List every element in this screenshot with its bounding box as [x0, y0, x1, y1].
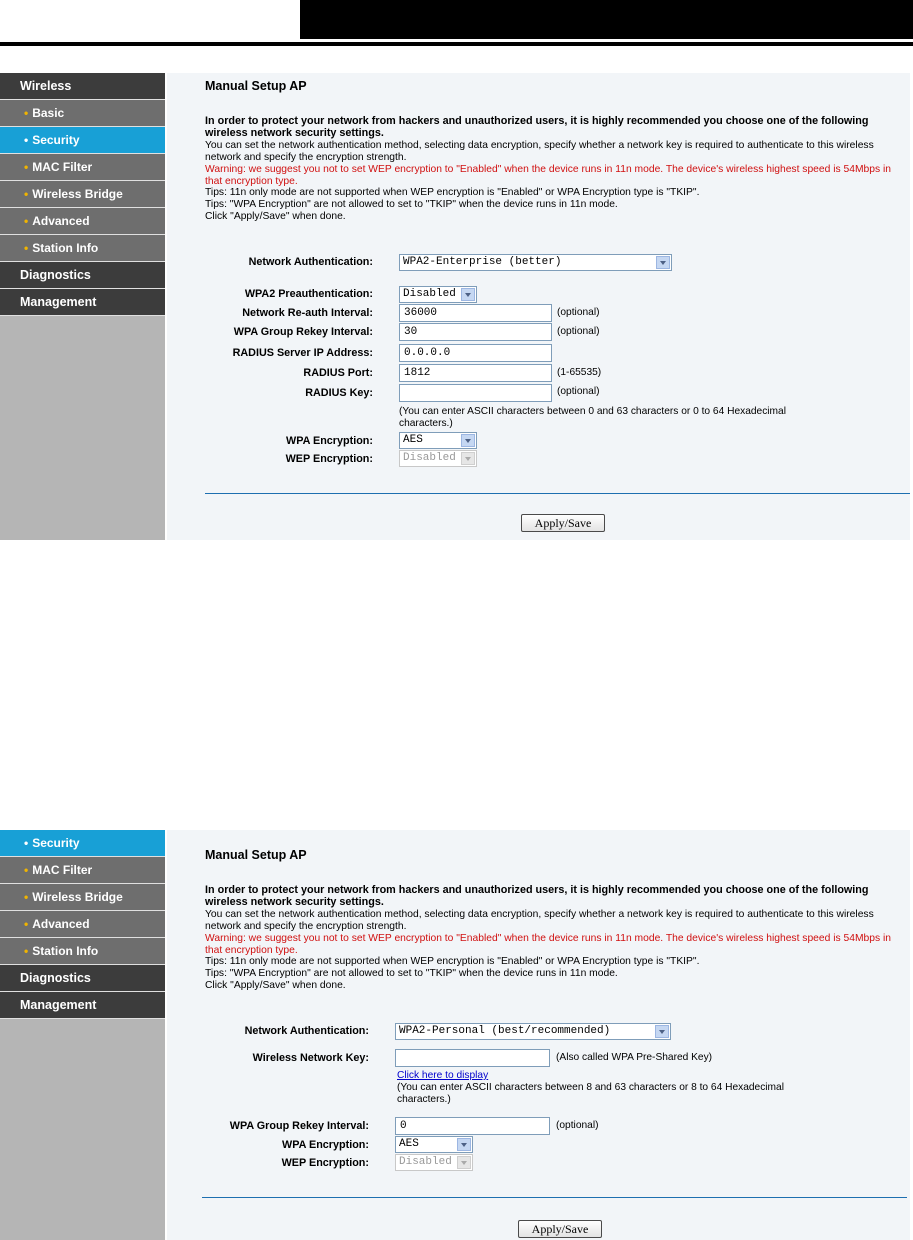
bullet-icon: •	[24, 106, 29, 120]
sidebar-item-wireless[interactable]	[0, 73, 165, 100]
sidebar-item-label: Basic	[32, 106, 65, 120]
tip-text: Click "Apply/Save" when done.	[205, 211, 346, 223]
main-content	[167, 73, 910, 540]
rekey-label: WPA Group Rekey Interval:	[229, 1120, 369, 1132]
bullet-icon: •	[24, 890, 29, 904]
wep-encryption-select	[399, 450, 477, 467]
wep-encryption-label: WEP Encryption:	[285, 453, 373, 465]
intro-description: You can set the network authentication method, selecting data encryption, specify whether a network key is required to authenticate to this wireless network and specify the encryption strength.	[205, 139, 874, 163]
sidebar-item-advanced[interactable]	[0, 911, 165, 938]
intro-description: You can set the network authentication method, selecting data encryption, specify whether a network key is required to authenticate to this wireless network and specify the encryption strength.	[205, 908, 874, 932]
reauth-hint: (optional)	[557, 307, 600, 318]
reauth-label: Network Re-auth Interval:	[242, 307, 373, 319]
bullet-icon: •	[24, 863, 29, 877]
radius-port-label: RADIUS Port:	[303, 367, 373, 379]
rekey-hint: (optional)	[556, 1120, 599, 1131]
sidebar-item-management[interactable]	[0, 992, 165, 1019]
sidebar-item-diagnostics[interactable]	[0, 262, 165, 289]
radius-ip-label: RADIUS Server IP Address:	[232, 347, 373, 359]
reauth-interval-input[interactable]: 36000	[399, 304, 552, 322]
select-value: Disabled	[403, 288, 456, 300]
sidebar	[0, 73, 165, 540]
intro-bold: In order to protect your network from hackers and unauthorized users, it is highly recommended you choose one of the following wireless network security settings.	[205, 884, 869, 908]
sidebar-item-label: Advanced	[32, 214, 90, 228]
bullet-icon: •	[24, 836, 29, 850]
select-value: AES	[399, 1138, 419, 1150]
rekey-hint: (optional)	[557, 326, 600, 337]
sidebar-item-mac-filter[interactable]	[0, 154, 165, 181]
wep-encryption-label: WEP Encryption:	[281, 1157, 369, 1169]
select-value: Disabled	[399, 1156, 452, 1168]
radius-key-hint: (optional)	[557, 386, 600, 397]
tip-text: Click "Apply/Save" when done.	[205, 980, 346, 992]
sidebar-item-label: Wireless Bridge	[32, 890, 123, 904]
chevron-down-icon	[655, 1025, 669, 1038]
apply-save-button[interactable]: Apply/Save	[521, 514, 605, 532]
network-auth-select[interactable]	[399, 254, 672, 271]
sidebar-item-label: Advanced	[32, 917, 90, 931]
tip-text: Tips: "WPA Encryption" are not allowed to set to "TKIP" when the device runs in 11n mode.	[205, 968, 618, 980]
sidebar-item-security[interactable]	[0, 830, 165, 857]
sidebar-item-label: Diagnostics	[20, 971, 91, 985]
wireless-key-note: (You can enter ASCII characters between 8 and 63 characters or 8 to 64 Hexadecimal characters.)	[397, 1082, 784, 1105]
sidebar-item-mac-filter[interactable]	[0, 857, 165, 884]
sidebar-item-label: Security	[32, 836, 80, 850]
rekey-label: WPA Group Rekey Interval:	[233, 326, 373, 338]
tip-text: Tips: 11n only mode are not supported when WEP encryption is "Enabled" or WPA Encryption type is "TKIP".	[205, 956, 700, 968]
chevron-down-icon	[457, 1138, 471, 1151]
wireless-key-input[interactable]	[395, 1049, 550, 1067]
network-auth-select[interactable]	[395, 1023, 671, 1040]
tip-text: Tips: "WPA Encryption" are not allowed to set to "TKIP" when the device runs in 11n mode.	[205, 199, 618, 211]
bullet-icon: •	[24, 160, 29, 174]
radius-port-hint: (1-65535)	[557, 367, 602, 378]
sidebar-item-label: Station Info	[32, 241, 99, 255]
sidebar-item-wireless-bridge[interactable]	[0, 884, 165, 911]
main-content	[167, 830, 910, 1240]
bullet-icon: •	[24, 133, 29, 147]
document-header-bar	[300, 0, 913, 39]
wpa-encryption-label: WPA Encryption:	[286, 435, 373, 447]
wireless-key-label: Wireless Network Key:	[252, 1052, 369, 1064]
radius-key-note: (You can enter ASCII characters between 0 and 63 characters or 0 to 64 Hexadecimal characters.)	[399, 406, 786, 429]
sidebar-item-label: MAC Filter	[32, 863, 93, 877]
sidebar-item-diagnostics[interactable]	[0, 965, 165, 992]
warning-text: Warning: we suggest you not to set WEP encryption to "Enabled" when the device runs in 11n mode. The device's wireless highest speed is 54Mbps in that encryption type.	[205, 163, 892, 187]
preauth-label: WPA2 Preauthentication:	[244, 288, 373, 300]
radius-key-input[interactable]	[399, 384, 552, 402]
wpa-encryption-select[interactable]	[399, 432, 477, 449]
wpa-encryption-label: WPA Encryption:	[282, 1139, 369, 1151]
sidebar-item-label: Diagnostics	[20, 268, 91, 282]
radius-ip-input[interactable]: 0.0.0.0	[399, 344, 552, 362]
intro-text	[205, 116, 903, 223]
network-auth-label: Network Authentication:	[248, 256, 373, 268]
sidebar-item-label: Management	[20, 295, 97, 309]
sidebar-item-label: MAC Filter	[32, 160, 93, 174]
radius-port-input[interactable]: 1812	[399, 364, 552, 382]
screenshot-panel-personal	[0, 830, 913, 1240]
network-auth-label: Network Authentication:	[244, 1025, 369, 1037]
sidebar-item-station-info[interactable]	[0, 938, 165, 965]
chevron-down-icon	[461, 452, 475, 465]
apply-save-button[interactable]: Apply/Save	[518, 1220, 602, 1238]
select-value: Disabled	[403, 452, 456, 464]
divider	[202, 1197, 907, 1198]
chevron-down-icon	[457, 1156, 471, 1169]
page-title: Manual Setup AP	[205, 848, 307, 862]
warning-text: Warning: we suggest you not to set WEP encryption to "Enabled" when the device runs in 11n mode. The device's wireless highest speed is 54Mbps in that encryption type.	[205, 932, 892, 956]
sidebar-item-wireless-bridge[interactable]	[0, 181, 165, 208]
wpa-encryption-select[interactable]	[395, 1136, 473, 1153]
sidebar-item-management[interactable]	[0, 289, 165, 316]
sidebar-item-label: Management	[20, 998, 97, 1012]
bullet-icon: •	[24, 214, 29, 228]
select-value: WPA2-Enterprise (better)	[403, 256, 562, 268]
display-key-link[interactable]: Click here to display	[397, 1070, 489, 1081]
select-value: AES	[403, 434, 423, 446]
sidebar-item-security[interactable]	[0, 127, 165, 154]
wireless-key-hint: (Also called WPA Pre-Shared Key)	[556, 1052, 713, 1063]
sidebar-item-basic[interactable]	[0, 100, 165, 127]
sidebar	[0, 830, 165, 1240]
tip-text: Tips: 11n only mode are not supported when WEP encryption is "Enabled" or WPA Encryption type is "TKIP".	[205, 187, 700, 199]
preauth-select[interactable]	[399, 286, 477, 303]
bullet-icon: •	[24, 241, 29, 255]
chevron-down-icon	[461, 288, 475, 301]
radius-key-label: RADIUS Key:	[305, 387, 373, 399]
bullet-icon: •	[24, 944, 29, 958]
intro-text	[205, 885, 903, 992]
sidebar-item-label: Security	[32, 133, 80, 147]
sidebar-item-advanced[interactable]	[0, 208, 165, 235]
document-header-rule	[0, 42, 913, 46]
rekey-interval-input[interactable]: 30	[399, 323, 552, 341]
select-value: WPA2-Personal (best/recommended)	[399, 1025, 611, 1037]
rekey-interval-input[interactable]: 0	[395, 1117, 550, 1135]
chevron-down-icon	[656, 256, 670, 269]
divider	[205, 493, 910, 494]
bullet-icon: •	[24, 917, 29, 931]
page-title: Manual Setup AP	[205, 79, 307, 93]
sidebar-item-label: Wireless	[20, 79, 72, 93]
wep-encryption-select	[395, 1154, 473, 1171]
intro-bold: In order to protect your network from hackers and unauthorized users, it is highly recommended you choose one of the following wireless network security settings.	[205, 115, 869, 139]
chevron-down-icon	[461, 434, 475, 447]
bullet-icon: •	[24, 187, 29, 201]
sidebar-item-label: Station Info	[32, 944, 99, 958]
sidebar-item-station-info[interactable]	[0, 235, 165, 262]
screenshot-panel-enterprise	[0, 73, 913, 540]
sidebar-item-label: Wireless Bridge	[32, 187, 123, 201]
